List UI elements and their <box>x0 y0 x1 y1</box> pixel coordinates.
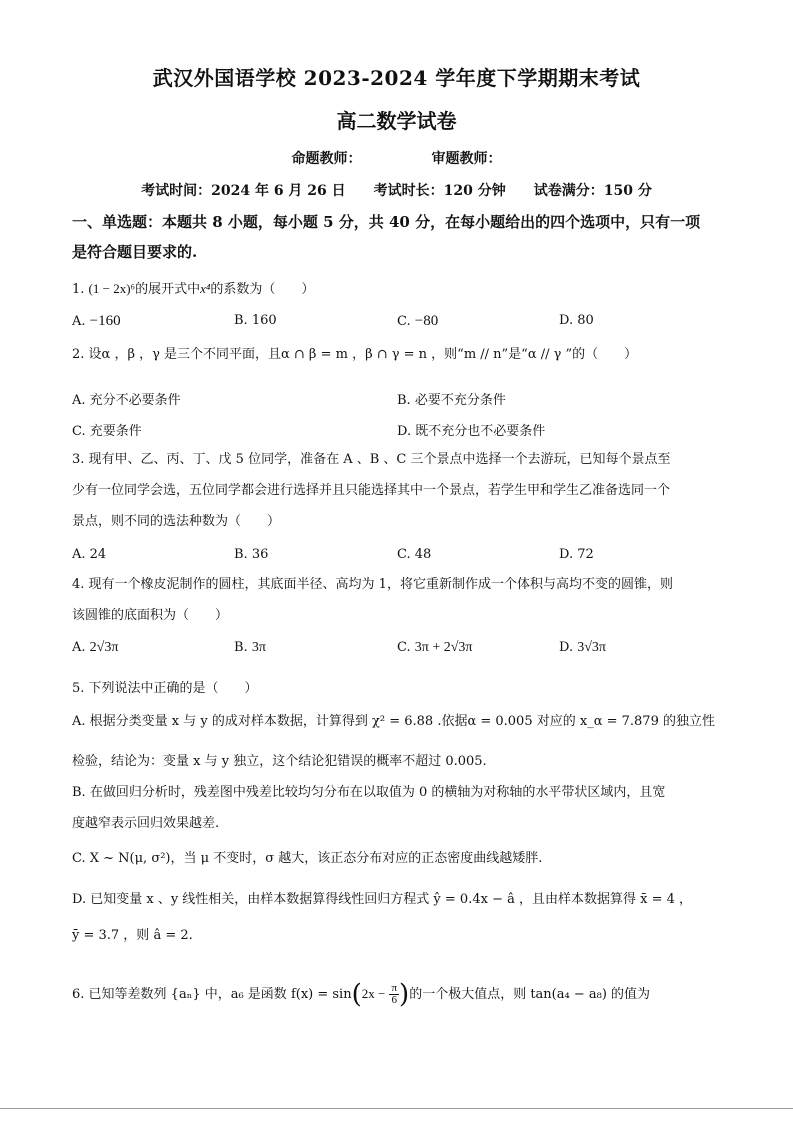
question-5-d-line2: ȳ = 3.7 ，则 â = 2. <box>72 928 193 943</box>
question-1-number: 1. <box>72 282 85 297</box>
question-2: 2. 设α ，β ，γ 是三个不同平面，且α ∩ β = m ，β ∩ γ = n ，则“m // n”是“α // γ ”的（ ） <box>72 347 638 362</box>
teacher-line <box>0 148 793 168</box>
question-3-option-c: C. 48 <box>397 547 432 562</box>
question-1-option-a: A. −160 <box>72 313 121 329</box>
exam-time: 考试时间：2024 年 6 月 26 日 <box>141 183 346 199</box>
question-3-line1: 3. 现有甲、乙、丙、丁、戊 5 位同学，准备在 A 、B 、C 三个景点中选择一个去游玩，已知每个景点至 <box>72 452 671 467</box>
section-heading-line1: 一、单选题：本题共 8 小题，每小题 5 分，共 40 分，在每小题给出的四个选项中，只有一项 <box>72 213 701 231</box>
exam-full-score: 试卷满分：150 分 <box>533 183 652 199</box>
exam-subtitle: 高二数学试卷 <box>336 109 457 133</box>
question-2-option-b: B. 必要不充分条件 <box>397 393 506 408</box>
question-5: 5. 下列说法中正确的是（ ） <box>72 681 258 696</box>
reviewer-label: 审题教师： <box>431 151 502 167</box>
question-1-term: x⁴ <box>200 281 211 296</box>
question-5-b-line1: B. 在做回归分析时，残差图中残差比较均匀分布在以取值为 0 的横轴为对称轴的水平带状区域内，且宽 <box>72 785 666 800</box>
question-3-line3: 景点，则不同的选法种数为（ ） <box>72 514 281 529</box>
question-5-c-line: C. X ~ N(μ, σ²)，当 μ 不变时，σ 越大，该正态分布对应的正态密度曲线越矮胖. <box>72 851 543 866</box>
question-5-a-line2: 检验，结论为：变量 x 与 y 独立，这个结论犯错误的概率不超过 0.005. <box>72 754 487 769</box>
question-4-line1: 4. 现有一个橡皮泥制作的圆柱，其底面半径、高均为 1，将它重新制作成一个体积与高均不变的圆锥，则 <box>72 577 673 592</box>
question-1-text-a: 的展开式中 <box>135 282 201 297</box>
question-1-text-b: 的系数为（ ） <box>210 282 315 297</box>
question-6-text-a: 6. 已知等差数列 {aₙ} 中，a₆ 是函数 f(x) = sin <box>72 987 352 1002</box>
question-2-option-a: A. 充分不必要条件 <box>72 393 181 408</box>
question-4-line2: 该圆锥的底面积为（ ） <box>72 608 229 623</box>
question-6 <box>72 980 732 1009</box>
question-5-a-line1: A. 根据分类变量 x 与 y 的成对样本数据，计算得到 χ² = 6.88 .依据α = 0.005 对应的 x_α = 7.879 的独立性 <box>72 714 715 729</box>
question-3-option-d: D. 72 <box>559 547 594 562</box>
page-bottom-rule <box>0 1108 793 1109</box>
question-3-line2: 少有一位同学会选，五位同学都会进行选择并且只能选择其中一个景点，若学生甲和学生乙准备选同一个 <box>72 483 671 498</box>
author-label: 命题教师： <box>291 151 362 167</box>
question-1-option-d: D. 80 <box>559 313 594 328</box>
exam-title: 武汉外国语学校 2023-2024 学年度下学期期末考试 <box>152 66 641 90</box>
question-4-option-a: A. 2√3π <box>72 640 119 655</box>
exam-info-line <box>0 180 793 200</box>
left-paren-icon: ( <box>351 979 362 1010</box>
question-4-option-c: C. 3π + 2√3π <box>397 640 473 655</box>
right-paren-icon: ) <box>399 979 410 1010</box>
question-5-d-line1: D. 已知变量 x 、y 线性相关，由样本数据算得线性回归方程式 ŷ = 0.4x − â ，且由样本数据算得 x̄ = 4 ， <box>72 892 693 907</box>
exam-duration: 考试时长：120 分钟 <box>373 183 506 199</box>
question-2-option-c: C. 充要条件 <box>72 424 142 439</box>
question-2-option-d: D. 既不充分也不必要条件 <box>397 424 546 439</box>
question-3-option-a: A. 24 <box>72 547 107 562</box>
question-6-inner: 2x − <box>361 986 386 1001</box>
fraction-denominator: 6 <box>391 994 398 1006</box>
question-1-expr: (1 − 2x)⁶ <box>88 281 136 296</box>
question-6-fraction <box>389 983 399 1006</box>
question-1-option-b: B. 160 <box>234 313 277 328</box>
question-1-option-c: C. −80 <box>397 313 439 329</box>
fraction-numerator: π <box>391 982 398 994</box>
question-6-text-b: 的一个极大值点，则 tan(a₄ − a₈) 的值为 <box>409 987 651 1002</box>
question-4-option-b: B. 3π <box>234 640 266 655</box>
section-heading-line2: 是符合题目要求的. <box>72 243 198 261</box>
question-1 <box>72 280 732 299</box>
question-5-b-line2: 度越窄表示回归效果越差. <box>72 816 220 831</box>
question-3-option-b: B. 36 <box>234 547 269 562</box>
question-4-option-d: D. 3√3π <box>559 640 606 655</box>
